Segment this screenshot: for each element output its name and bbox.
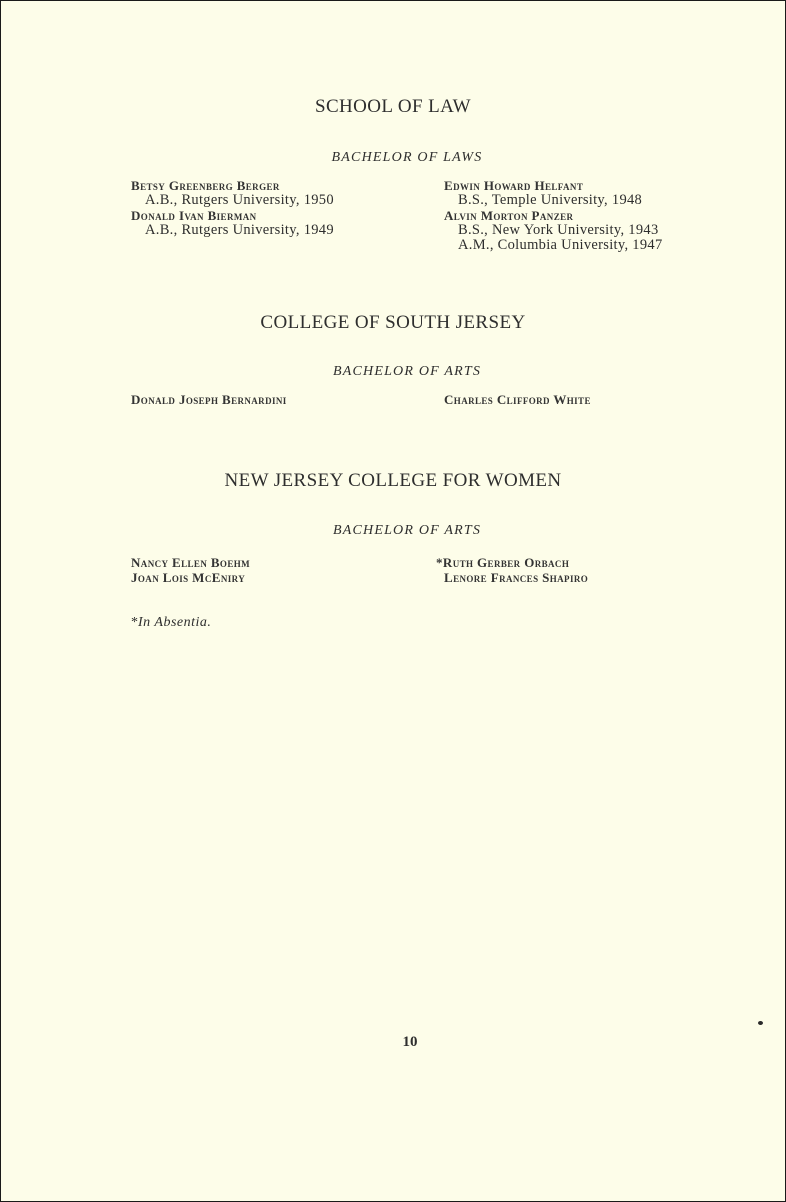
graduate-degree: A.B., Rutgers University, 1950 bbox=[145, 192, 334, 208]
women-right-column bbox=[436, 555, 588, 585]
graduate-name: Donald Ivan Bierman bbox=[131, 208, 257, 223]
degree-heading-women: BACHELOR OF ARTS bbox=[332, 523, 482, 538]
section-heading-women: NEW JERSEY COLLEGE FOR WOMEN bbox=[224, 470, 562, 491]
ink-speck bbox=[758, 1021, 763, 1025]
graduate-name: Lenore Frances Shapiro bbox=[444, 570, 589, 585]
section-heading-law: SCHOOL OF LAW bbox=[314, 96, 472, 117]
law-left-column bbox=[131, 178, 334, 238]
women-left-column bbox=[131, 555, 250, 585]
section-heading-south-jersey: COLLEGE OF SOUTH JERSEY bbox=[260, 312, 526, 333]
south-jersey-left-column bbox=[131, 392, 287, 407]
page-number: 10 bbox=[402, 1034, 418, 1050]
graduate-name: Charles Clifford White bbox=[444, 392, 591, 407]
graduate-degree: A.M., Columbia University, 1947 bbox=[458, 237, 663, 253]
graduate-name: Nancy Ellen Boehm bbox=[131, 555, 251, 570]
graduate-name: Alvin Morton Panzer bbox=[444, 208, 574, 223]
graduate-degree: A.B., Rutgers University, 1949 bbox=[145, 222, 334, 238]
south-jersey-right-column bbox=[444, 392, 591, 407]
graduate-name: Betsy Greenberg Berger bbox=[131, 178, 280, 193]
graduate-name: Edwin Howard Helfant bbox=[444, 178, 584, 193]
footnote bbox=[131, 615, 211, 631]
law-right-column bbox=[444, 178, 663, 253]
graduate-name: Donald Joseph Bernardini bbox=[131, 392, 287, 407]
graduate-degree: B.S., Temple University, 1948 bbox=[458, 192, 643, 208]
footnote-text: In Absentia. bbox=[138, 615, 212, 630]
degree-heading-law: BACHELOR OF LAWS bbox=[331, 150, 483, 165]
graduate-name: *Ruth Gerber Orbach bbox=[436, 555, 570, 570]
graduate-name: Joan Lois McEniry bbox=[131, 570, 246, 585]
graduate-degree: B.S., New York University, 1943 bbox=[458, 222, 659, 238]
degree-heading-south-jersey: BACHELOR OF ARTS bbox=[332, 364, 482, 379]
footnote-mark: * bbox=[131, 615, 138, 630]
